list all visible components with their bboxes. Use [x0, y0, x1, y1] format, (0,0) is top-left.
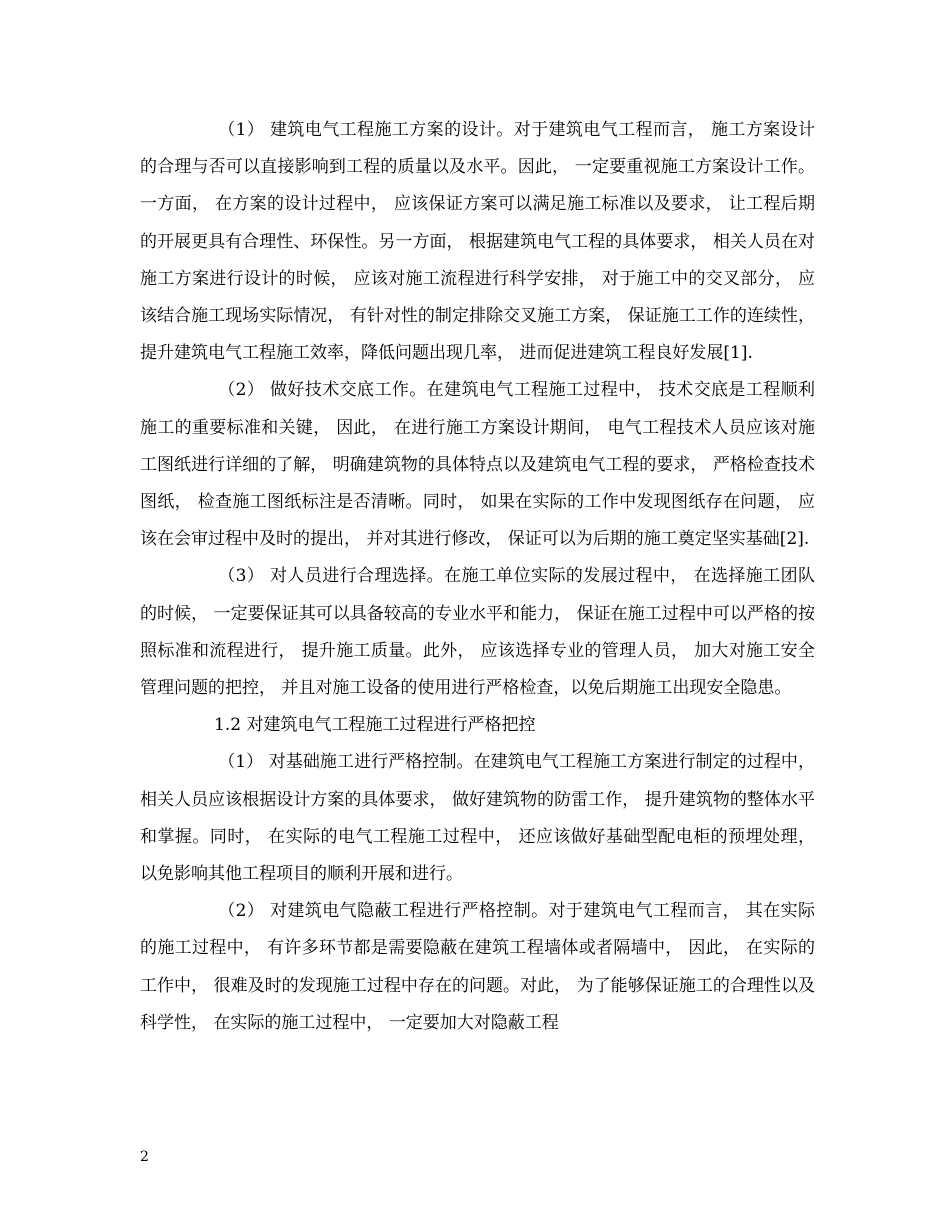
paragraph-2: （2） 做好技术交底工作。在建筑电气工程施工过程中， 技术交底是工程顺利施工的重要标准和关键， 因此， 在进行施工方案设计期间， 电气工程技术人员应该对施工图纸进行详细的了解， 明确建筑物的具体特点以及建筑电气工程的要求， 严格检查技术图纸， 检查施工图纸标注是否清晰。同时， 如果在实际的工作中发现图纸存在问题， 应该在会审过程中及时的提出， 并对其进行修改， 保证可以为后期的施工奠定坚实基础[2]. [140, 380, 815, 550]
paragraph-4: （1） 对基础施工进行严格控制。在建筑电气工程施工方案进行制定的过程中， 相关人员应该根据设计方案的具体要求， 做好建筑物的防雷工作， 提升建筑物的整体水平和掌握。同时， 在实际的电气工程施工过程中， 还应该做好基础型配电柜的预埋处理， 以免影响其他工程项目的顺利开展和进行。 [140, 752, 815, 885]
paragraph-1: （1） 建筑电气工程施工方案的设计。对于建筑电气工程而言， 施工方案设计的合理与否可以直接影响到工程的质量以及水平。因此， 一定要重视施工方案设计工作。一方面， 在方案的设计过程中， 应该保证方案可以满足施工标准以及要求， 让工程后期的开展更具有合理性、环保性。另一方面， 根据建筑电气工程的具体要求， 相关人员在对施工方案进行设计的时候， 应该对施工流程进行科学安排， 对于施工中的交叉部分， 应该结合施工现场实际情况， 有针对性的制定排除交叉施工方案， 保证施工工作的连续性， 提升建筑电气工程施工效率，降低问题出现几率， 进而促进建筑工程良好发展[1]. [140, 120, 815, 364]
page-number: 2 [140, 1149, 149, 1165]
paragraph-5: （2） 对建筑电气隐蔽工程进行严格控制。对于建筑电气工程而言， 其在实际的施工过程中， 有许多环节都是需要隐蔽在建筑工程墙体或者隔墙中， 因此， 在实际的工作中， 很难及时的发现施工过程中存在的问题。对此， 为了能够保证施工的合理性以及科学性， 在实际的施工过程中， 一定要加大对隐蔽工程 [140, 901, 815, 1033]
paragraph-3: （3） 对人员进行合理选择。在施工单位实际的发展过程中， 在选择施工团队的时候， 一定要保证其可以具备较高的专业水平和能力， 保证在施工过程中可以严格的按照标准和流程进行， 提升施工质量。此外， 应该选择专业的管理人员， 加大对施工安全管理问题的把控， 并且对施工设备的使用进行严格检查，以免后期施工出现安全隐患。 [140, 566, 815, 699]
document-body [140, 112, 815, 1042]
section-heading: 1.2 对建筑电气工程施工过程进行严格把控 [214, 715, 536, 736]
